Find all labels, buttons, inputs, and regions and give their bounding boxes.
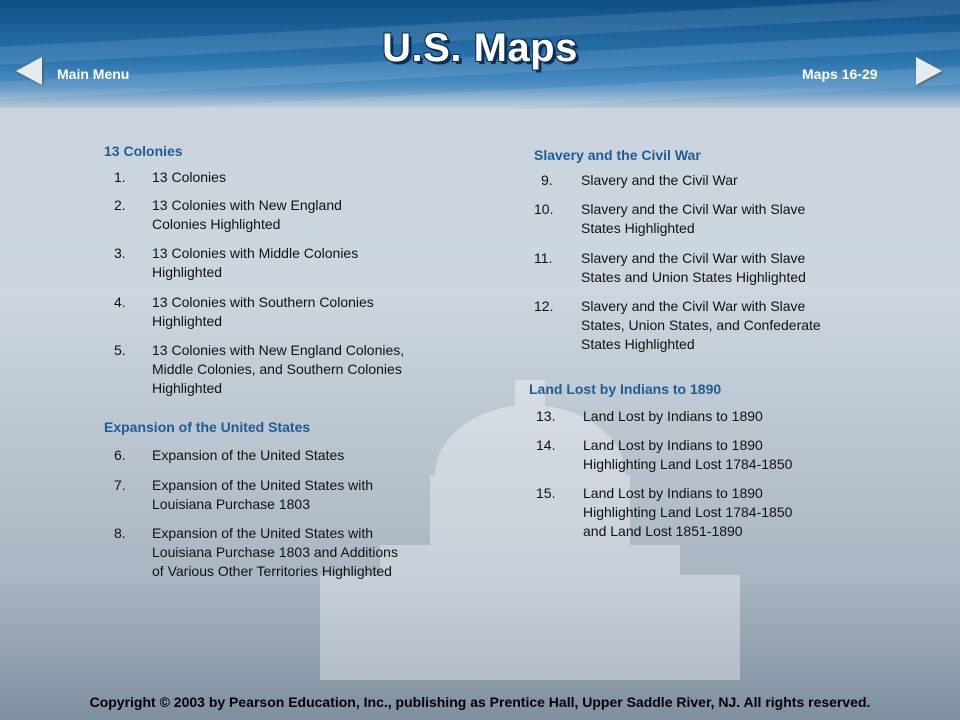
map-item-number: 1. (114, 169, 126, 185)
map-item-title-line: States, Union States, and Confederate (581, 317, 821, 333)
map-item-number: 13. (536, 408, 556, 424)
map-list-item[interactable] (114, 168, 474, 187)
map-item-title (583, 436, 903, 474)
map-item-title-line: Land Lost by Indians to 1890 (583, 408, 763, 424)
map-list-item[interactable] (536, 407, 896, 426)
map-list-item[interactable] (114, 524, 474, 581)
map-item-title-line: Louisiana Purchase 1803 and Additions (152, 544, 398, 560)
map-list-item[interactable] (114, 341, 474, 398)
map-item-title-line: and Land Lost 1851-1890 (583, 523, 743, 539)
map-item-title (152, 244, 472, 282)
section-heading-expansion: Expansion of the United States (104, 419, 311, 435)
map-item-number: 6. (114, 447, 126, 463)
map-item-title (581, 249, 901, 287)
main-menu-link[interactable]: Main Menu (57, 66, 130, 82)
map-item-title (583, 484, 903, 541)
copyright-footer: Copyright © 2003 by Pearson Education, Inc., publishing as Prentice Hall, Upper Saddle River, NJ. All rights reserved. (89, 694, 871, 710)
map-item-title-line: Highlighting Land Lost 1784-1850 (583, 504, 793, 520)
map-item-number: 15. (536, 485, 556, 501)
map-item-title-line: Slavery and the Civil War with Slave (581, 201, 806, 217)
map-list-item[interactable] (114, 293, 474, 331)
map-list-item[interactable] (114, 196, 474, 234)
map-item-title (152, 524, 472, 581)
map-item-title-line: 13 Colonies with New England (152, 197, 342, 213)
map-item-title-line: Colonies Highlighted (152, 216, 281, 232)
map-item-title-line: Land Lost by Indians to 1890 (583, 437, 763, 453)
map-item-title-line: States Highlighted (581, 220, 695, 236)
map-item-title-line: Highlighted (152, 380, 223, 396)
map-item-title (152, 196, 472, 234)
map-list-item[interactable] (536, 484, 896, 541)
map-item-number: 14. (536, 437, 556, 453)
map-item-title-line: 13 Colonies (152, 169, 226, 185)
map-item-title-line: Expansion of the United States with (152, 525, 374, 541)
map-list-item[interactable] (114, 244, 474, 282)
map-item-title-line: States and Union States Highlighted (581, 269, 806, 285)
map-item-title-line: Slavery and the Civil War with Slave (581, 298, 806, 314)
map-item-title-line: 13 Colonies with Southern Colonies (152, 294, 374, 310)
map-item-number: 2. (114, 197, 126, 213)
section-heading-slavery: Slavery and the Civil War (534, 147, 701, 163)
map-item-number: 4. (114, 294, 126, 310)
map-item-number: 8. (114, 525, 126, 541)
map-item-title (581, 297, 901, 354)
map-item-title (581, 171, 901, 190)
map-list-item[interactable] (114, 476, 474, 514)
page-title: U.S. Maps (382, 26, 578, 70)
map-item-title-line: Highlighted (152, 313, 223, 329)
map-item-title (581, 200, 901, 238)
map-item-title-line: Highlighted (152, 264, 223, 280)
map-item-number: 5. (114, 342, 126, 358)
map-item-number: 12. (534, 298, 554, 314)
map-list-item[interactable] (534, 200, 894, 238)
map-item-title (152, 293, 472, 331)
map-list-item[interactable] (534, 249, 894, 287)
map-item-title (152, 168, 472, 187)
map-item-title-line: Slavery and the Civil War with Slave (581, 250, 806, 266)
map-item-title-line: Expansion of the United States (152, 447, 345, 463)
map-item-title-line: Land Lost by Indians to 1890 (583, 485, 763, 501)
map-list-item[interactable] (534, 297, 894, 354)
map-item-number: 10. (534, 201, 554, 217)
map-item-title-line: States Highlighted (581, 336, 695, 352)
section-heading-land: Land Lost by Indians to 1890 (529, 381, 722, 397)
map-item-number: 11. (534, 250, 553, 266)
map-item-title-line: Middle Colonies, and Southern Colonies (152, 361, 402, 377)
map-item-number: 9. (541, 172, 553, 188)
map-item-title-line: Highlighting Land Lost 1784-1850 (583, 456, 793, 472)
map-list-item[interactable] (114, 446, 474, 465)
map-item-title-line: 13 Colonies with Middle Colonies (152, 245, 359, 261)
map-item-number: 3. (114, 245, 126, 261)
section-heading-colonies: 13 Colonies (104, 143, 183, 159)
next-maps-link[interactable]: Maps 16-29 (802, 66, 878, 82)
map-list-item[interactable] (536, 436, 896, 474)
map-item-title (152, 446, 472, 465)
map-item-title (152, 476, 472, 514)
map-item-title-line: of Various Other Territories Highlighted (152, 563, 392, 579)
map-list-item[interactable] (541, 171, 901, 190)
map-item-title-line: Louisiana Purchase 1803 (152, 496, 311, 512)
map-item-title (152, 341, 472, 398)
map-item-title-line: Slavery and the Civil War (581, 172, 738, 188)
map-item-title-line: Expansion of the United States with (152, 477, 374, 493)
map-item-title (583, 407, 903, 426)
map-item-title-line: 13 Colonies with New England Colonies, (152, 342, 405, 358)
map-item-number: 7. (114, 477, 126, 493)
